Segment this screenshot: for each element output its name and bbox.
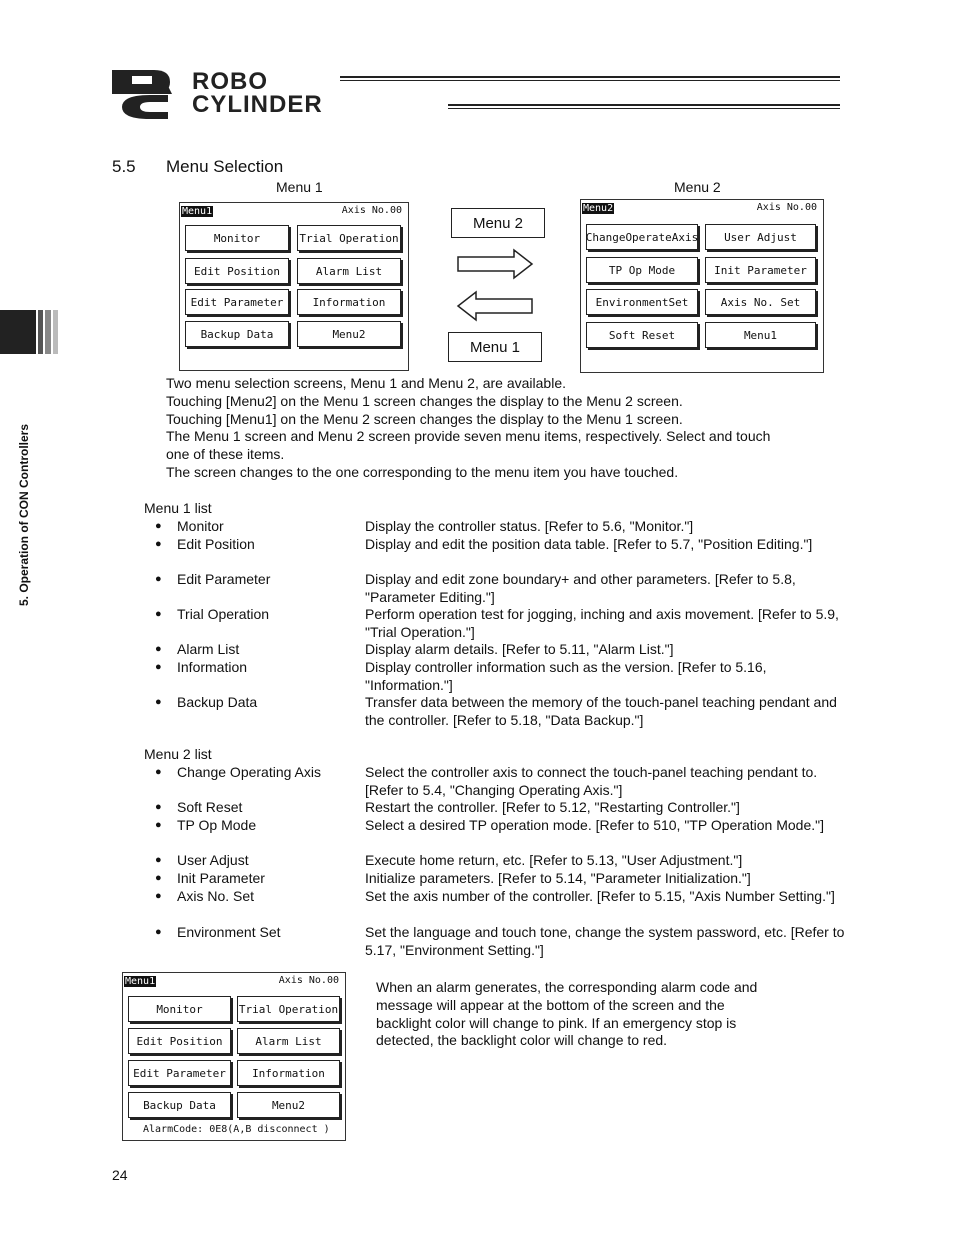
intro-line: one of these items. bbox=[166, 446, 285, 463]
alarm-note-line: message will appear at the bottom of the screen and the bbox=[376, 996, 725, 1013]
edit-position-button[interactable]: Edit Position bbox=[185, 258, 289, 284]
item-description: Display controller information such as the version. [Refer to 5.16, "Information."] bbox=[365, 659, 767, 693]
alarm-code-text: AlarmCode: 0E8(A,B disconnect ) bbox=[143, 1124, 330, 1135]
menu1-button[interactable]: Menu1 bbox=[705, 322, 816, 348]
menu1-list-heading: Menu 1 list bbox=[144, 500, 212, 516]
user-adjust-button[interactable]: User Adjust bbox=[705, 224, 816, 250]
environment-set-button[interactable]: EnvironmentSet bbox=[586, 289, 698, 315]
item-description: Display the controller status. [Refer to 5.6, "Monitor."] bbox=[365, 518, 694, 534]
item-name: Init Parameter bbox=[177, 870, 265, 886]
side-tab-block bbox=[0, 310, 36, 354]
side-tab-stripe bbox=[45, 310, 51, 354]
edit-position-button[interactable]: Edit Position bbox=[128, 1028, 231, 1054]
menu1-caption: Menu 1 bbox=[276, 179, 323, 195]
axis-number: Axis No.00 bbox=[756, 202, 817, 213]
item-name: Change Operating Axis bbox=[177, 764, 321, 780]
header-rule-top-thin bbox=[340, 80, 840, 81]
axis-number: Axis No.00 bbox=[341, 205, 402, 216]
item-name: Edit Parameter bbox=[177, 571, 271, 587]
right-arrow-icon bbox=[456, 248, 536, 280]
monitor-button[interactable]: Monitor bbox=[185, 225, 289, 251]
screen-title: Menu2 bbox=[583, 203, 614, 214]
to-menu1-label: Menu 1 bbox=[448, 332, 542, 362]
header-rule-bottom-thin bbox=[448, 108, 840, 109]
alarm-note-line: detected, the backlight color will change to red. bbox=[376, 1032, 668, 1049]
information-button[interactable]: Information bbox=[237, 1060, 340, 1086]
menu2-button[interactable]: Menu2 bbox=[297, 321, 401, 347]
intro-line: Touching [Menu2] on the Menu 1 screen changes the display to the Menu 2 screen. bbox=[166, 392, 683, 409]
item-description: Initialize parameters. [Refer to 5.14, "Parameter Initialization."] bbox=[365, 870, 751, 886]
axis-number: Axis No.00 bbox=[278, 975, 339, 986]
alarm-note bbox=[376, 979, 836, 1050]
side-tab-stripe bbox=[38, 310, 43, 354]
edit-parameter-button[interactable]: Edit Parameter bbox=[128, 1060, 231, 1086]
menu2-caption: Menu 2 bbox=[674, 179, 721, 195]
item-name: Edit Position bbox=[177, 536, 255, 552]
intro-line: The screen changes to the one corresponding to the menu item you have touched. bbox=[166, 463, 679, 480]
item-description: Select a desired TP operation mode. [Refer to 510, "TP Operation Mode."] bbox=[365, 817, 824, 833]
intro-line: The Menu 1 screen and Menu 2 screen provide seven menu items, respectively. Select and touch bbox=[166, 428, 771, 445]
item-name: Axis No. Set bbox=[177, 888, 255, 904]
screen-title: Menu1 bbox=[182, 206, 213, 217]
logo-robo-text: ROBO bbox=[192, 68, 268, 95]
side-tab-stripe bbox=[53, 310, 58, 354]
backup-data-button[interactable]: Backup Data bbox=[185, 321, 289, 347]
intro-paragraph bbox=[166, 375, 856, 482]
item-name: Trial Operation bbox=[177, 606, 270, 622]
to-menu2-label: Menu 2 bbox=[451, 208, 545, 238]
item-name: Information bbox=[177, 659, 248, 675]
item-description: Restart the controller. [Refer to 5.12, "Restarting Controller."] bbox=[365, 799, 740, 815]
tp-op-mode-button[interactable]: TP Op Mode bbox=[586, 257, 698, 283]
item-description: Transfer data between the memory of the touch-panel teaching pendant and the controller. [Refer to 5.18, "Data Backup."] bbox=[365, 694, 837, 728]
chapter-side-label: 5. Operation of CON Controllers bbox=[17, 423, 31, 606]
header-rule-bottom bbox=[448, 104, 840, 106]
edit-parameter-button[interactable]: Edit Parameter bbox=[185, 289, 289, 315]
item-name: Monitor bbox=[177, 518, 224, 534]
information-button[interactable]: Information bbox=[297, 289, 401, 315]
trial-operation-button[interactable]: Trial Operation bbox=[297, 225, 401, 251]
item-description: Set the language and touch tone, change the system password, etc. [Refer to 5.17, "Environment Setting."] bbox=[365, 924, 845, 958]
menu1-screen bbox=[179, 202, 409, 371]
menu2-list-heading: Menu 2 list bbox=[144, 746, 212, 762]
item-description: Execute home return, etc. [Refer to 5.13, "User Adjustment."] bbox=[365, 852, 743, 868]
menu2-button[interactable]: Menu2 bbox=[237, 1092, 340, 1118]
intro-line: Two menu selection screens, Menu 1 and Menu 2, are available. bbox=[166, 375, 567, 391]
left-arrow-icon bbox=[454, 290, 534, 322]
item-description: Display alarm details. [Refer to 5.11, "Alarm List."] bbox=[365, 641, 674, 657]
alarm-note-line: When an alarm generates, the corresponding alarm code and bbox=[376, 979, 758, 995]
change-operate-axis-button[interactable]: ChangeOperateAxis bbox=[586, 224, 698, 250]
item-name: TP Op Mode bbox=[177, 817, 257, 833]
item-description: Display and edit the position data table. [Refer to 5.7, "Position Editing."] bbox=[365, 536, 813, 552]
item-description: Display and edit zone boundary+ and other parameters. [Refer to 5.8, "Parameter Editing."] bbox=[365, 571, 796, 605]
item-name: Environment Set bbox=[177, 924, 281, 940]
logo-cylinder-text: CYLINDER bbox=[192, 91, 323, 118]
rc-logo-icon bbox=[110, 68, 188, 120]
trial-operation-button[interactable]: Trial Operation bbox=[237, 996, 340, 1022]
item-description: Set the axis number of the controller. [Refer to 5.15, "Axis Number Setting."] bbox=[365, 888, 835, 904]
section-title: Menu Selection bbox=[166, 157, 284, 176]
header-rule-top bbox=[340, 76, 840, 78]
item-name: User Adjust bbox=[177, 852, 249, 868]
axis-no-set-button[interactable]: Axis No. Set bbox=[705, 289, 816, 315]
alarm-list-button[interactable]: Alarm List bbox=[237, 1028, 340, 1054]
alarm-list-button[interactable]: Alarm List bbox=[297, 258, 401, 284]
item-description: Perform operation test for jogging, inching and axis movement. [Refer to 5.9, "Trial Operation."] bbox=[365, 606, 839, 640]
page-number: 24 bbox=[112, 1167, 128, 1183]
monitor-button[interactable]: Monitor bbox=[128, 996, 231, 1022]
item-name: Soft Reset bbox=[177, 799, 243, 815]
alarm-note-line: backlight color will change to pink. If an emergency stop is bbox=[376, 1014, 737, 1031]
backup-data-button[interactable]: Backup Data bbox=[128, 1092, 231, 1118]
alarm-menu1-screen bbox=[122, 972, 346, 1141]
item-name: Backup Data bbox=[177, 694, 258, 710]
item-description: Select the controller axis to connect the touch-panel teaching pendant to. [Refer to 5.4, "Changing Operating Axis."] bbox=[365, 764, 818, 798]
soft-reset-button[interactable]: Soft Reset bbox=[586, 322, 698, 348]
intro-line: Touching [Menu1] on the Menu 2 screen changes the display to the Menu 1 screen. bbox=[166, 410, 683, 427]
section-number: 5.5 bbox=[112, 157, 136, 176]
menu2-screen bbox=[580, 199, 824, 373]
init-parameter-button[interactable]: Init Parameter bbox=[705, 257, 816, 283]
item-name: Alarm List bbox=[177, 641, 240, 657]
screen-title: Menu1 bbox=[125, 976, 156, 987]
